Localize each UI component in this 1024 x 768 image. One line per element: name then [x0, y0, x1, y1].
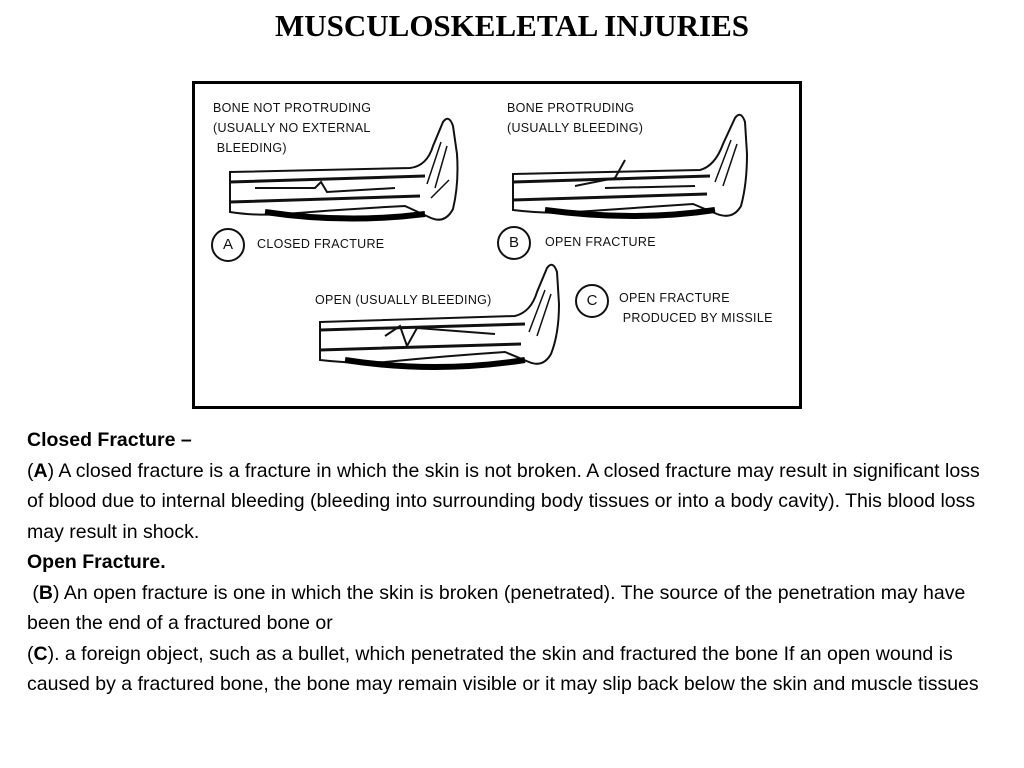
closed-letter: A: [33, 459, 48, 482]
figure-b-description: BONE PROTRUDING (USUALLY BLEEDING): [507, 101, 644, 135]
open-fracture-b-body: ) An open fracture is one in which the skin is broken (penetrated). The source of the penetration may have been the end of a fractured bone or: [27, 581, 966, 634]
figure-b-label: OPEN FRACTURE: [545, 235, 656, 249]
figure-c-marker: C: [575, 284, 609, 318]
open-c-letter: C: [33, 642, 48, 665]
figure-b-marker: B: [497, 226, 531, 260]
figure-a-label: CLOSED FRACTURE: [257, 237, 385, 251]
closed-fracture-heading: Closed Fracture –: [27, 429, 192, 451]
fracture-illustration: [192, 81, 802, 409]
closed-fracture-paragraph: [27, 456, 987, 548]
figure-a-marker: A: [211, 228, 245, 262]
leg-c-drawing: [320, 265, 559, 367]
figure-c-description: OPEN (USUALLY BLEEDING): [315, 293, 492, 307]
open-fracture-c-paragraph: [27, 639, 987, 700]
paren: (: [27, 459, 34, 482]
open-fracture-b-paragraph: [27, 578, 987, 639]
open-b-letter: B: [38, 581, 54, 604]
closed-fracture-body: ) A closed fracture is a fracture in which the skin is not broken. A closed fracture may result in significant loss of blood due to internal bleeding (bleeding into surrounding body tissues or into a body cavity). This blood loss may result in shock.: [27, 459, 980, 543]
page-title: MUSCULOSKELETAL INJURIES: [274, 8, 750, 43]
open-fracture-heading: Open Fracture.: [27, 551, 166, 573]
figure-a-description: BONE NOT PROTRUDING (USUALLY NO EXTERNAL BLEEDING): [213, 101, 372, 155]
open-fracture-c-body: ). a foreign object, such as a bullet, which penetrated the skin and fractured the bone If an open wound is caused by a fractured bone, the bone may remain visible or it may slip back below the skin and muscle tissues: [27, 642, 979, 695]
paren: (: [27, 642, 34, 665]
paren: (: [27, 581, 39, 604]
figure-c-label: OPEN FRACTURE PRODUCED BY MISSILE: [619, 291, 773, 325]
description-text: [27, 425, 987, 700]
